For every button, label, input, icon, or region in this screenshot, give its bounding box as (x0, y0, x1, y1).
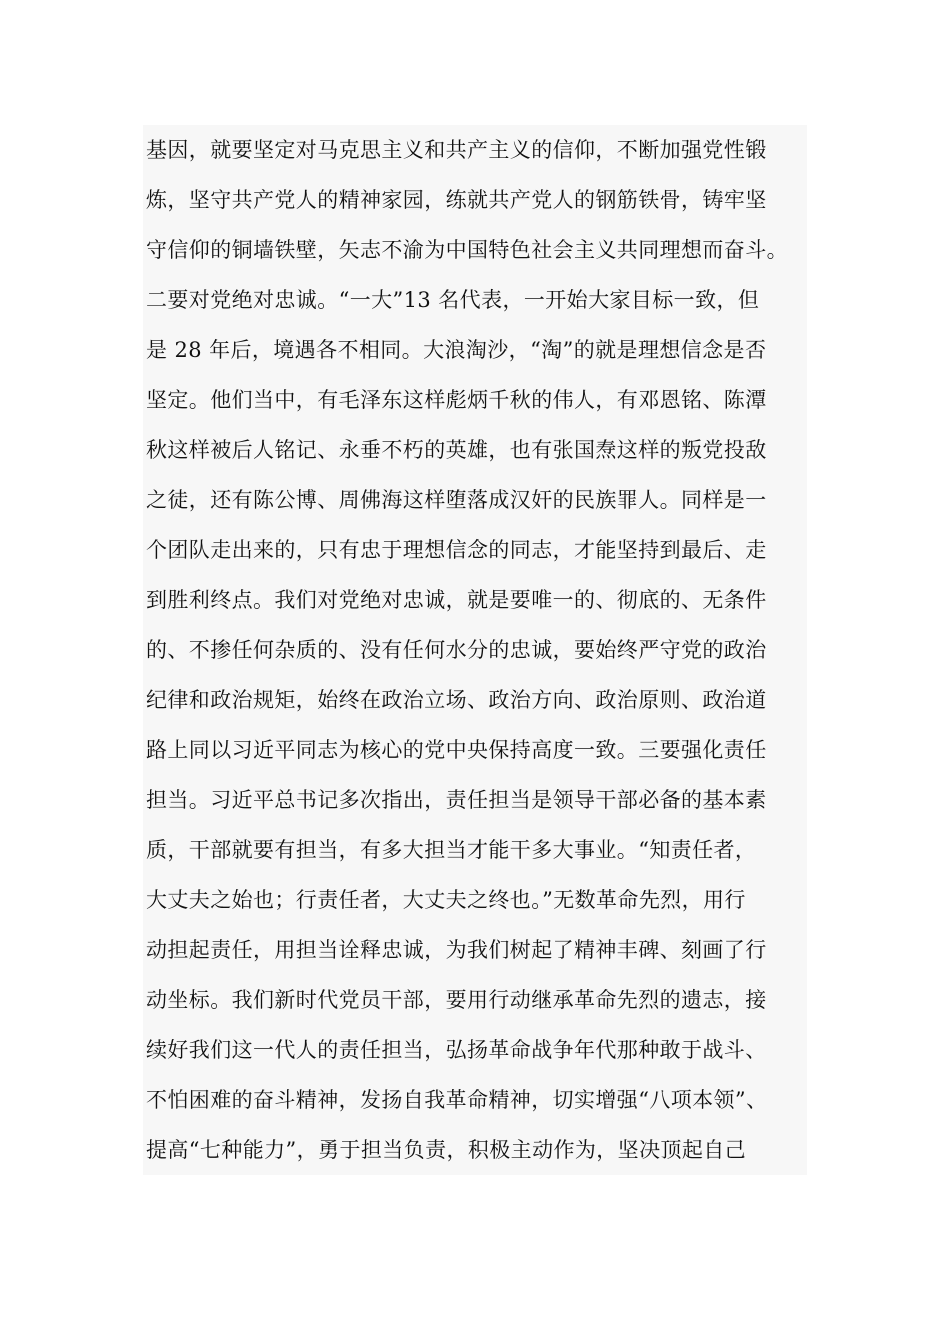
text-line: 坚定。他们当中，有毛泽东这样彪炳千秋的伟人，有邓恩铭、陈潭 (146, 388, 767, 412)
text-line: 二要对党绝对忠诚。“一大”13 名代表，一开始大家目标一致，但 (146, 288, 760, 312)
text-line: 之徒，还有陈公博、周佛海这样堕落成汉奸的民族罪人。同样是一 (146, 488, 767, 512)
text-line: 动担起责任，用担当诠释忠诚，为我们树起了精神丰碑、刻画了行 (146, 938, 767, 962)
text-line: 炼，坚守共产党人的精神家园，练就共产党人的钢筋铁骨，铸牢坚 (146, 188, 767, 212)
text-line: 担当。习近平总书记多次指出，责任担当是领导干部必备的基本素 (146, 788, 767, 812)
text-line: 大丈夫之始也；行责任者，大丈夫之终也。”无数革命先烈，用行 (146, 888, 746, 912)
text-line: 是 28 年后，境遇各不相同。大浪淘沙，“淘”的就是理想信念是否 (146, 338, 767, 362)
body-text-block (143, 125, 807, 1175)
text-line: 续好我们这一代人的责任担当，弘扬革命战争年代那种敢于战斗、 (146, 1038, 767, 1062)
text-line: 基因，就要坚定对马克思主义和共产主义的信仰，不断加强党性锻 (146, 138, 767, 162)
text-line: 提高“七种能力”，勇于担当负责，积极主动作为，坚决顶起自己 (146, 1138, 747, 1162)
text-line: 质，干部就要有担当，有多大担当才能干多大事业。“知责任者， (146, 838, 757, 862)
text-line: 守信仰的铜墙铁壁，矢志不渝为中国特色社会主义共同理想而奋斗。 (146, 238, 788, 262)
text-line: 秋这样被后人铭记、永垂不朽的英雄，也有张国焘这样的叛党投敌 (146, 438, 767, 462)
text-line: 个团队走出来的，只有忠于理想信念的同志，才能坚持到最后、走 (146, 538, 767, 562)
text-line: 不怕困难的奋斗精神，发扬自我革命精神，切实增强“八项本领”、 (146, 1088, 768, 1112)
text-line: 的、不掺任何杂质的、没有任何水分的忠诚，要始终严守党的政治 (146, 638, 767, 662)
text-line: 动坐标。我们新时代党员干部，要用行动继承革命先烈的遗志，接 (146, 988, 767, 1012)
text-line: 到胜利终点。我们对党绝对忠诚，就是要唯一的、彻底的、无条件 (146, 588, 767, 612)
text-line: 纪律和政治规矩，始终在政治立场、政治方向、政治原则、政治道 (146, 688, 767, 712)
text-line: 路上同以习近平同志为核心的党中央保持高度一致。三要强化责任 (146, 738, 767, 762)
